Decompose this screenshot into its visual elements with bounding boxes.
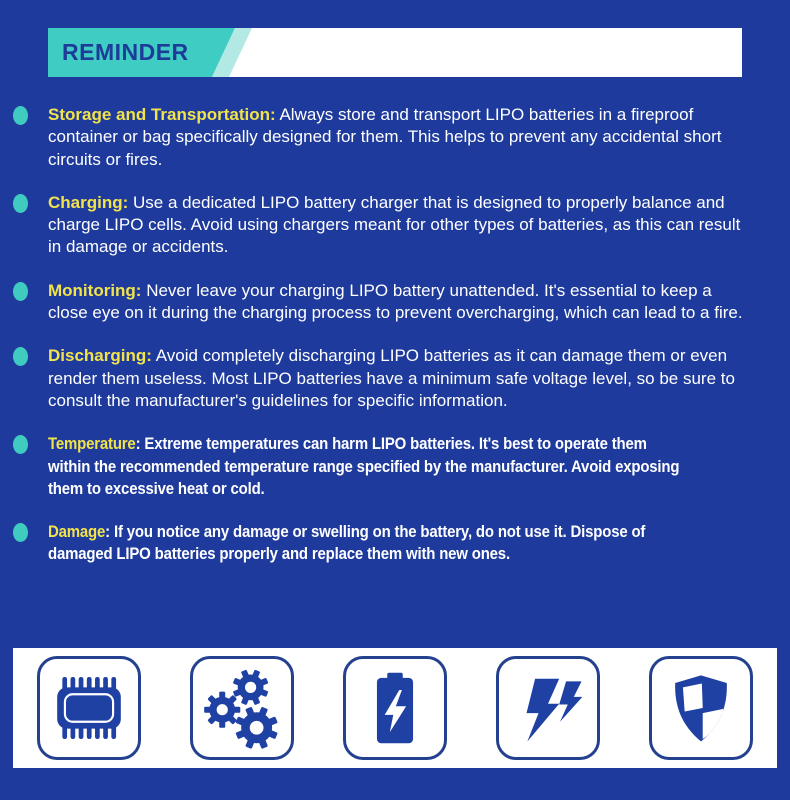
tile-gears — [190, 656, 294, 760]
keyword-label: Temperature — [48, 434, 136, 454]
keyword-label: Charging: — [48, 192, 129, 212]
bullet-dot-icon — [13, 435, 28, 454]
list-item-monitoring — [13, 280, 777, 325]
list-item-text — [48, 192, 748, 259]
tile-chip — [37, 656, 141, 760]
header-band — [48, 28, 742, 77]
list-item-damage — [13, 521, 777, 566]
body-text: Never leave your charging LIPO battery unattended. It's essential to keep a close eye on it during the charging process to prevent overcharging, which can lead to a fire. — [48, 280, 743, 323]
body-text: If you notice any damage or swelling on the battery, do not use it. Dispose of damaged LIPO batteries properly and replace them with new ones. — [48, 522, 646, 564]
list-item-text — [48, 280, 748, 325]
body-text: Extreme temperatures can harm LIPO batteries. It's best to operate them within the recommended temperature range specified by the manufacturer. Avoid exposing them to excessive heat or cold. — [48, 434, 680, 498]
battery-charge-icon — [352, 665, 438, 751]
shield-icon — [658, 665, 744, 751]
bullet-dot-icon — [13, 106, 28, 125]
page-title: REMINDER — [62, 39, 189, 65]
bullet-dot-icon — [13, 282, 28, 301]
chip-icon — [46, 665, 132, 751]
list-item-discharging — [13, 345, 777, 412]
keyword-label: Discharging: — [48, 346, 152, 366]
list-item-text: Temperature: Extreme temperatures can harm LIPO batteries. It's best to operate them within the recommended temperature range specified by the manufacturer. Avoid exposing them to excessive heat or cold. — [48, 434, 680, 498]
tile-shield — [649, 656, 753, 760]
icons-band — [13, 648, 777, 768]
list-item-storage — [13, 104, 777, 171]
list-item-charging — [13, 192, 777, 259]
safety-tips-list — [13, 104, 777, 587]
bullet-dot-icon — [13, 347, 28, 366]
bullet-dot-icon — [13, 523, 28, 542]
list-item-text — [48, 345, 748, 412]
keyword-label: Monitoring: — [48, 280, 142, 300]
tile-lightning — [496, 656, 600, 760]
keyword-label: Damage — [48, 522, 106, 542]
list-item-text — [48, 104, 748, 171]
keyword-label: Storage and Transportation: — [48, 105, 276, 124]
list-item-text: Damage: If you notice any damage or swelling on the battery, do not use it. Dispose of damaged LIPO batteries properly and replace them with new ones. — [48, 522, 646, 564]
bullet-dot-icon — [13, 194, 28, 213]
list-item-temperature — [13, 433, 777, 500]
gears-icon — [199, 665, 285, 751]
body-text: Avoid completely discharging LIPO batteries as it can damage them or even render them useless. Most LIPO batteries have a minimum safe voltage level, so be sure to consult the manufacturer's guidelines for specific information. — [48, 346, 735, 410]
lightning-icon — [505, 665, 591, 751]
tile-battery — [343, 656, 447, 760]
body-text: Always store and transport LIPO batteries in a fireproof container or bag specifically designed for them. This helps to prevent any accidental short circuits or fires. — [48, 105, 722, 169]
body-text: Use a dedicated LIPO battery charger that is designed to properly balance and charge LIPO cells. Avoid using chargers meant for other types of batteries, as this can result in damage or accidents. — [48, 192, 741, 257]
